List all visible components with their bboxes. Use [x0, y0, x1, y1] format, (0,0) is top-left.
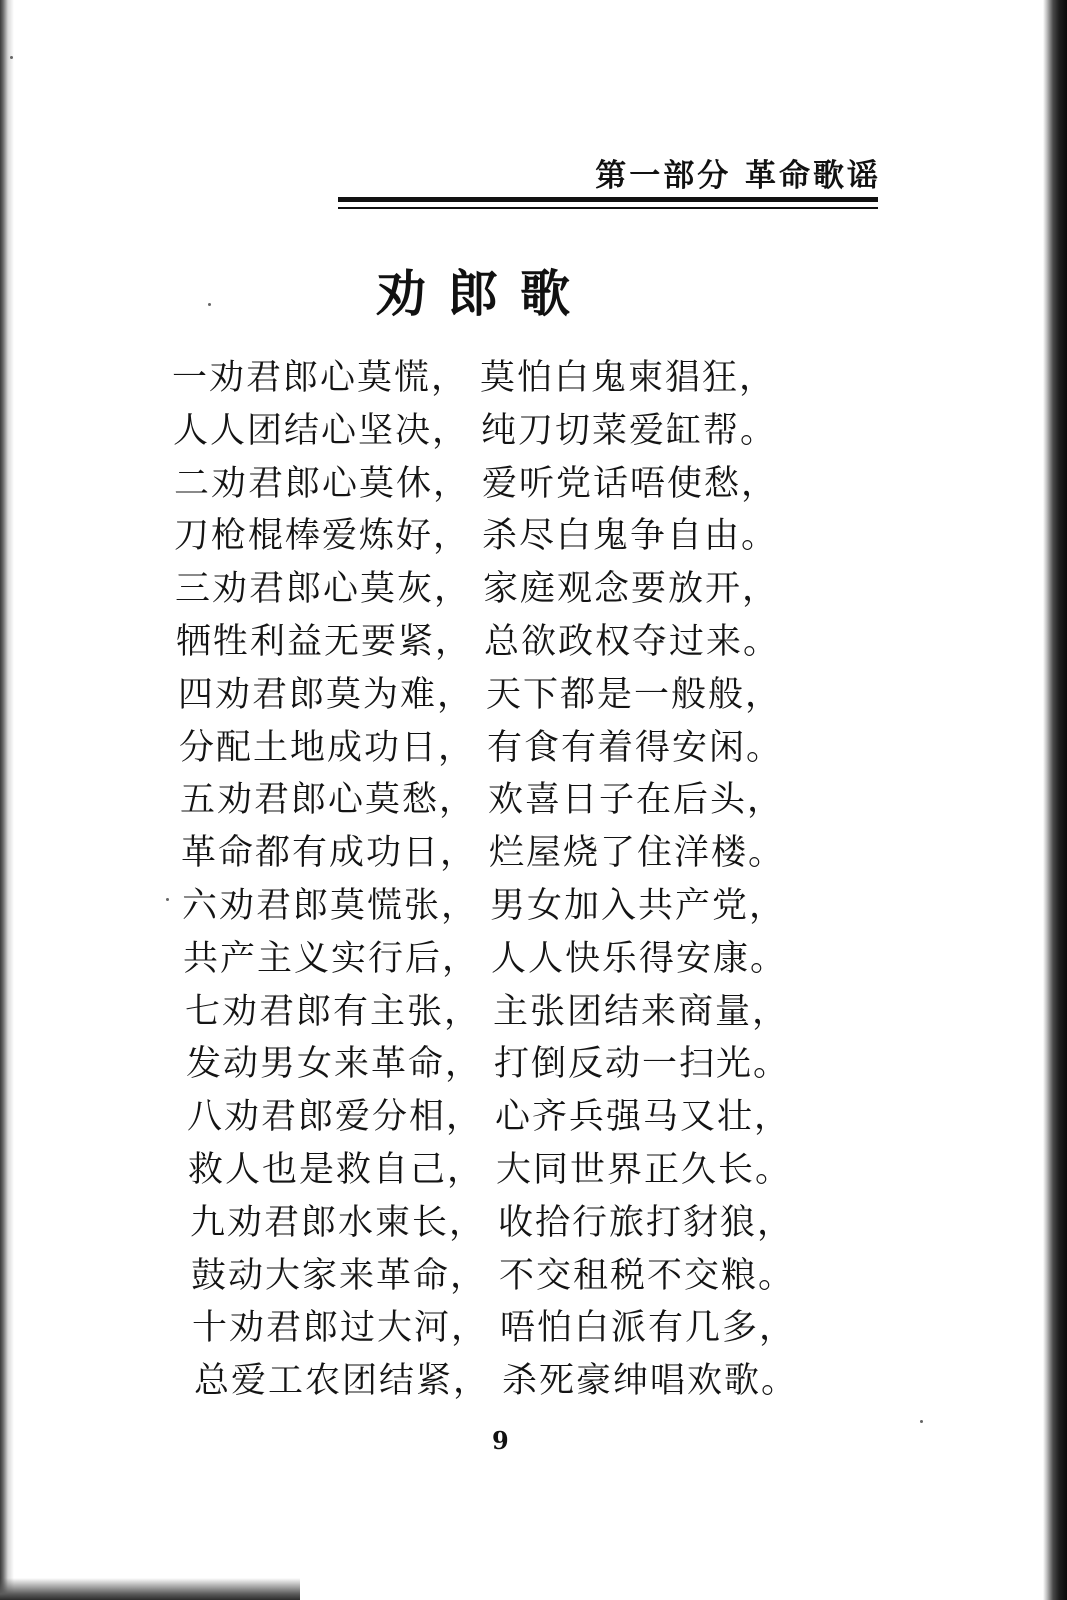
line-first-half: 牺牲利益无要紧，	[176, 621, 473, 662]
poem-line	[179, 722, 872, 775]
poem-title: 劝郎歌	[376, 264, 592, 323]
line-second-half: 心齐兵强马又壮，	[495, 1097, 792, 1138]
poem-line	[173, 405, 872, 458]
line-second-half: 打倒反动一扫光。	[494, 1044, 791, 1085]
line-second-half: 主张团结来商量，	[493, 991, 790, 1032]
line-second-half: 家庭观念要放开，	[483, 569, 780, 610]
line-second-half: 大同世界正久长。	[496, 1149, 793, 1190]
poem-line	[180, 774, 872, 827]
line-first-half: 五劝君郎心莫愁，	[180, 780, 477, 821]
line-first-half: 九劝君郎水柬长，	[190, 1202, 487, 1243]
line-first-half: 人人团结心坚决，	[173, 410, 470, 451]
line-second-half: 烂屋烧了住洋楼。	[489, 833, 786, 874]
line-first-half: 刀枪棍棒爱炼好，	[174, 516, 471, 557]
poem-line	[174, 458, 872, 511]
poem-line	[188, 1144, 872, 1197]
line-first-half: 一劝君郎心莫慌，	[172, 358, 469, 398]
line-first-half: 总爱工农团结紧，	[194, 1361, 491, 1402]
line-second-half: 欢喜日子在后头，	[488, 780, 785, 821]
line-second-half: 爱听党话唔使愁，	[482, 463, 779, 504]
line-second-half: 男女加入共产党，	[490, 885, 787, 926]
poem-body	[172, 352, 872, 1408]
poem-line	[172, 352, 872, 405]
poem-line	[187, 1091, 872, 1144]
line-first-half: 共产主义实行后，	[183, 938, 480, 979]
poem-line	[194, 1355, 872, 1408]
line-second-half: 有食有着得安闲。	[487, 727, 784, 768]
page-number: 9	[492, 1426, 509, 1455]
line-second-half: 纯刀切菜爱缸帮。	[481, 410, 778, 451]
line-second-half: 人人快乐得安康。	[491, 938, 788, 979]
line-second-half: 天下都是一般般，	[486, 674, 783, 715]
line-second-half: 不交租税不交粮。	[499, 1255, 796, 1296]
poem-line	[185, 986, 872, 1039]
line-second-half: 收拾行旅打豺狼，	[498, 1202, 795, 1243]
line-first-half: 分配土地成功日，	[179, 727, 476, 768]
poem-line	[178, 669, 872, 722]
scan-speck	[920, 1420, 923, 1423]
line-second-half: 杀死豪绅唱欢歌。	[502, 1361, 799, 1402]
line-first-half: 十劝君郎过大河，	[192, 1308, 489, 1349]
line-second-half: 总欲政权夺过来。	[484, 621, 781, 662]
poem-line	[175, 563, 872, 616]
poem-line	[174, 510, 872, 563]
line-first-half: 三劝君郎心莫灰，	[175, 569, 472, 610]
header-rule-thin	[338, 207, 878, 209]
running-head: 第一部分 革命歌谣	[595, 158, 881, 194]
line-second-half: 杀尽白鬼争自由。	[482, 516, 779, 557]
scan-speck	[208, 303, 211, 306]
scan-speck	[10, 56, 13, 59]
scan-speck	[166, 898, 169, 901]
line-first-half: 八劝君郎爱分相，	[187, 1097, 484, 1138]
poem-line	[191, 1250, 872, 1303]
scan-edge-bottom	[0, 1578, 300, 1600]
line-first-half: 救人也是救自己，	[188, 1149, 485, 1190]
poem-line	[190, 1197, 872, 1250]
poem-line	[182, 880, 872, 933]
poem-line	[176, 616, 872, 669]
poem-line	[186, 1038, 872, 1091]
line-first-half: 鼓动大家来革命，	[191, 1255, 488, 1296]
scan-edge-left	[0, 0, 14, 1600]
poem-line	[181, 827, 872, 880]
line-first-half: 四劝君郎莫为难，	[178, 674, 475, 715]
line-second-half: 唔怕白派有几多，	[500, 1308, 797, 1349]
line-first-half: 七劝君郎有主张，	[185, 991, 482, 1032]
scan-edge-right	[1043, 0, 1067, 1600]
line-second-half: 莫怕白鬼柬猖狂，	[480, 358, 777, 398]
poem-line	[183, 933, 872, 986]
line-first-half: 六劝君郎莫慌张，	[182, 885, 479, 926]
line-first-half: 二劝君郎心莫休，	[174, 463, 471, 504]
header-rule-thick	[338, 197, 878, 202]
poem-line	[192, 1302, 872, 1355]
line-first-half: 发动男女来革命，	[186, 1044, 483, 1085]
line-first-half: 革命都有成功日，	[181, 833, 478, 874]
